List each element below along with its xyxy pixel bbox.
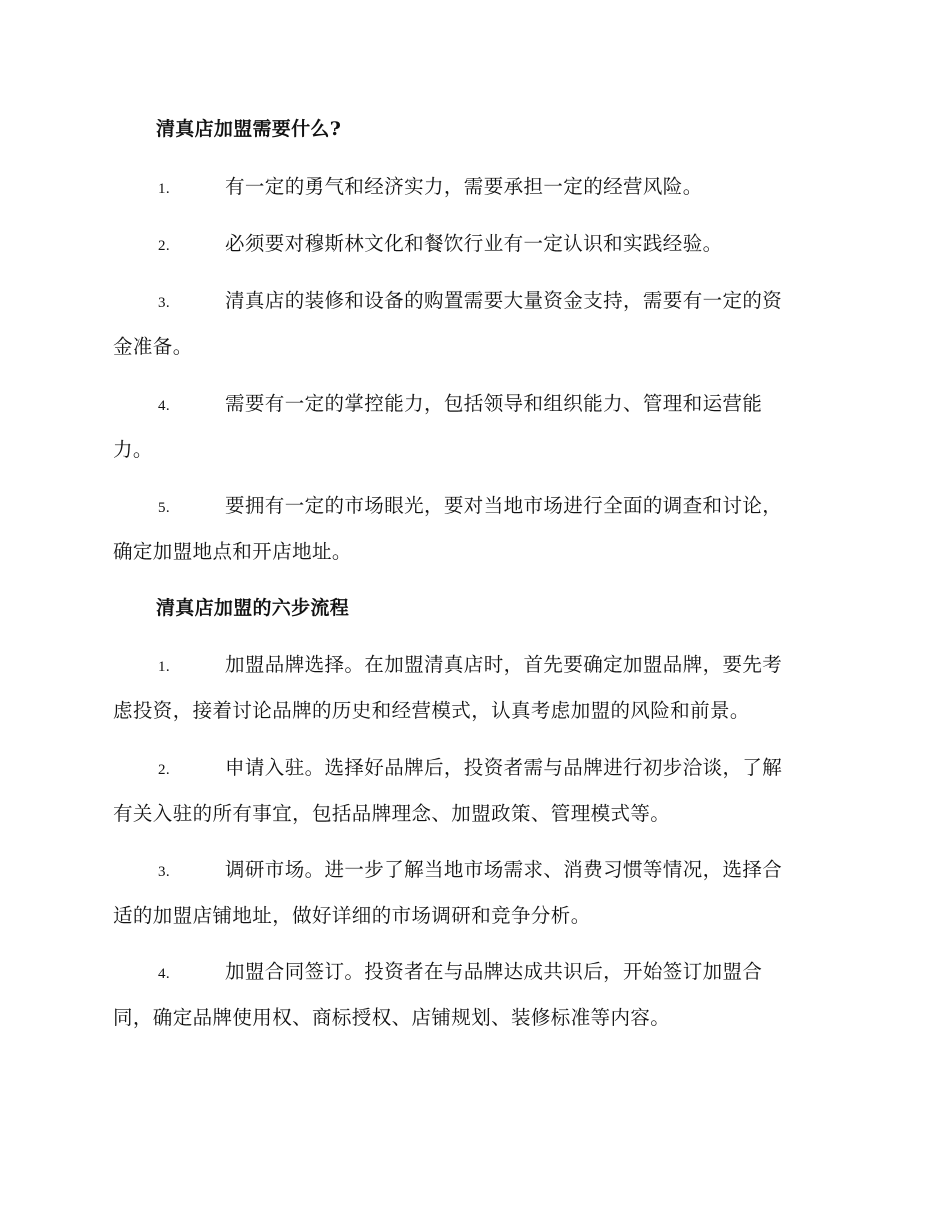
list-item	[113, 755, 835, 847]
section-heading: 清真店加盟需要什么?	[156, 118, 342, 140]
list-item	[113, 493, 835, 585]
list-number: 5.	[158, 500, 171, 516]
list-item	[113, 288, 835, 380]
section-heading: 清真店加盟的六步流程	[156, 597, 350, 619]
list-item-line	[113, 288, 835, 334]
list-item-line	[113, 755, 835, 801]
list-item-text: 必须要对穆斯林文化和餐饮行业有一定认识和实践经验。	[225, 232, 723, 255]
list-number: 3.	[158, 864, 171, 880]
list-item-line	[113, 857, 835, 903]
list-item-line	[113, 959, 835, 1005]
list-item-continuation: 同，确定品牌使用权、商标授权、店铺规划、装修标准等内容。	[113, 1006, 671, 1029]
list-item-line	[113, 652, 835, 698]
list-item-continuation: 适的加盟店铺地址，做好详细的市场调研和竞争分析。	[113, 904, 591, 927]
list-item-continuation: 金准备。	[113, 335, 193, 358]
list-item	[113, 231, 835, 277]
list-item-continuation: 虑投资，接着讨论品牌的历史和经营模式，认真考虑加盟的风险和前景。	[113, 699, 750, 722]
list-item-line	[113, 493, 835, 539]
list-item-text: 加盟合同签订。投资者在与品牌达成共识后，开始签订加盟合	[225, 960, 763, 983]
list-item-text: 加盟品牌选择。在加盟清真店时，首先要确定加盟品牌，要先考	[225, 653, 783, 676]
list-number: 1.	[158, 181, 171, 197]
list-item-text: 需要有一定的掌控能力，包括领导和组织能力、管理和运营能	[225, 392, 763, 415]
list-item-line	[113, 174, 835, 220]
list-item-text: 有一定的勇气和经济实力，需要承担一定的经营风险。	[225, 175, 703, 198]
list-item-continuation: 确定加盟地点和开店地址。	[113, 540, 352, 563]
list-item-continuation: 力。	[113, 438, 153, 461]
list-item-text: 要拥有一定的市场眼光，要对当地市场进行全面的调查和讨论，	[225, 494, 783, 517]
list-item	[113, 857, 835, 949]
list-number: 1.	[158, 659, 171, 675]
list-item	[113, 652, 835, 744]
list-item-text: 申请入驻。选择好品牌后，投资者需与品牌进行初步洽谈，了解	[225, 756, 783, 779]
list-number: 4.	[158, 398, 171, 414]
list-item	[113, 174, 835, 220]
list-number: 2.	[158, 762, 171, 778]
list-number: 3.	[158, 295, 171, 311]
list-item-continuation: 有关入驻的所有事宜，包括品牌理念、加盟政策、管理模式等。	[113, 802, 671, 825]
list-item-text: 调研市场。进一步了解当地市场需求、消费习惯等情况，选择合	[225, 858, 783, 881]
list-item	[113, 959, 835, 1051]
list-number: 2.	[158, 238, 171, 254]
list-item-text: 清真店的装修和设备的购置需要大量资金支持，需要有一定的资	[225, 289, 783, 312]
list-item-line	[113, 391, 835, 437]
list-item	[113, 391, 835, 483]
list-item-line	[113, 231, 835, 277]
list-number: 4.	[158, 966, 171, 982]
